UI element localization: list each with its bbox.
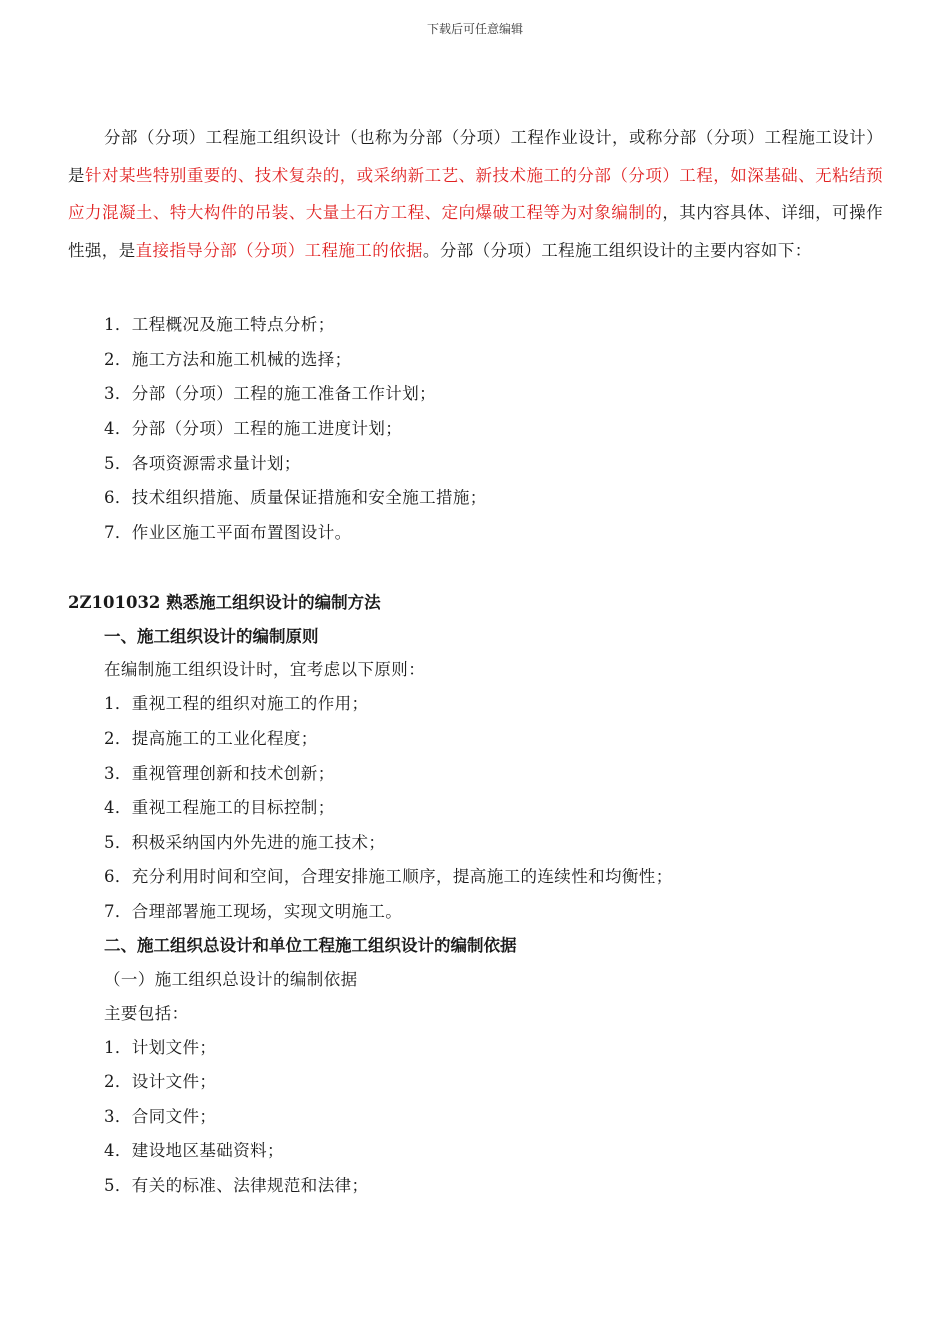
content-item: 3．分部（分项）工程的施工准备工作计划； <box>104 384 436 403</box>
basis-lead: 主要包括： <box>104 1004 189 1023</box>
content-item: 6．技术组织措施、质量保证措施和安全施工措施； <box>104 488 487 507</box>
principle-item: 5．积极采纳国内外先进的施工技术； <box>104 833 386 852</box>
intro-highlight-2: 直接指导分部（分项）工程施工的依据 <box>135 240 423 260</box>
basis-item: 4．建设地区基础资料； <box>104 1141 284 1160</box>
basis-item: 2．设计文件； <box>104 1072 217 1091</box>
basis-heading: 二、施工组织总设计和单位工程施工组织设计的编制依据 <box>104 936 517 955</box>
content-item: 1．工程概况及施工特点分析； <box>104 315 335 334</box>
content-item: 4．分部（分项）工程的施工进度计划； <box>104 419 403 438</box>
intro-text-1: 分部（分项）工程施工组织设计（也称为分部（分项）工程作业设计，或称分部（分项）工程施工设计）是 <box>68 128 883 185</box>
basis-subheading: （一）施工组织总设计的编制依据 <box>104 970 358 989</box>
principles-lead: 在编制施工组织设计时，宜考虑以下原则： <box>104 660 426 679</box>
basis-item: 3．合同文件； <box>104 1107 217 1126</box>
basis-item: 5．有关的标准、法律规范和法律； <box>104 1176 369 1195</box>
principle-item: 6．充分利用时间和空间，合理安排施工顺序，提高施工的连续性和均衡性； <box>104 867 673 886</box>
principle-item: 4．重视工程施工的目标控制； <box>104 798 335 817</box>
intro-text-3: 。分部（分项）工程施工组织设计的主要内容如下： <box>422 240 812 260</box>
content-item: 5．各项资源需求量计划； <box>104 454 301 473</box>
intro-paragraph <box>68 119 883 269</box>
basis-item: 1．计划文件； <box>104 1038 217 1057</box>
principle-item: 7．合理部署施工现场，实现文明施工。 <box>104 902 403 921</box>
section-title: 2Z101032 熟悉施工组织设计的编制方法 <box>68 593 381 612</box>
content-item: 7．作业区施工平面布置图设计。 <box>104 523 352 542</box>
principle-item: 1．重视工程的组织对施工的作用； <box>104 694 369 713</box>
intro-highlight-1: 针对某些特别重要的、技术复杂的，或采纳新工艺、新技术施工的分部（分项）工程，如深基础、无粘结预应力混凝土、特大构件的吊装、大量土石方工程、定向爆破工程等为对象编制的 <box>68 165 883 222</box>
page-header: 下载后可任意编辑 <box>426 22 523 36</box>
intro-text-2: ，其内容具体、详细，可操作性强，是 <box>68 203 883 260</box>
content-item: 2．施工方法和施工机械的选择； <box>104 350 352 369</box>
principles-heading: 一、施工组织设计的编制原则 <box>104 627 319 646</box>
principle-item: 3．重视管理创新和技术创新； <box>104 764 335 783</box>
principle-item: 2．提高施工的工业化程度； <box>104 729 318 748</box>
